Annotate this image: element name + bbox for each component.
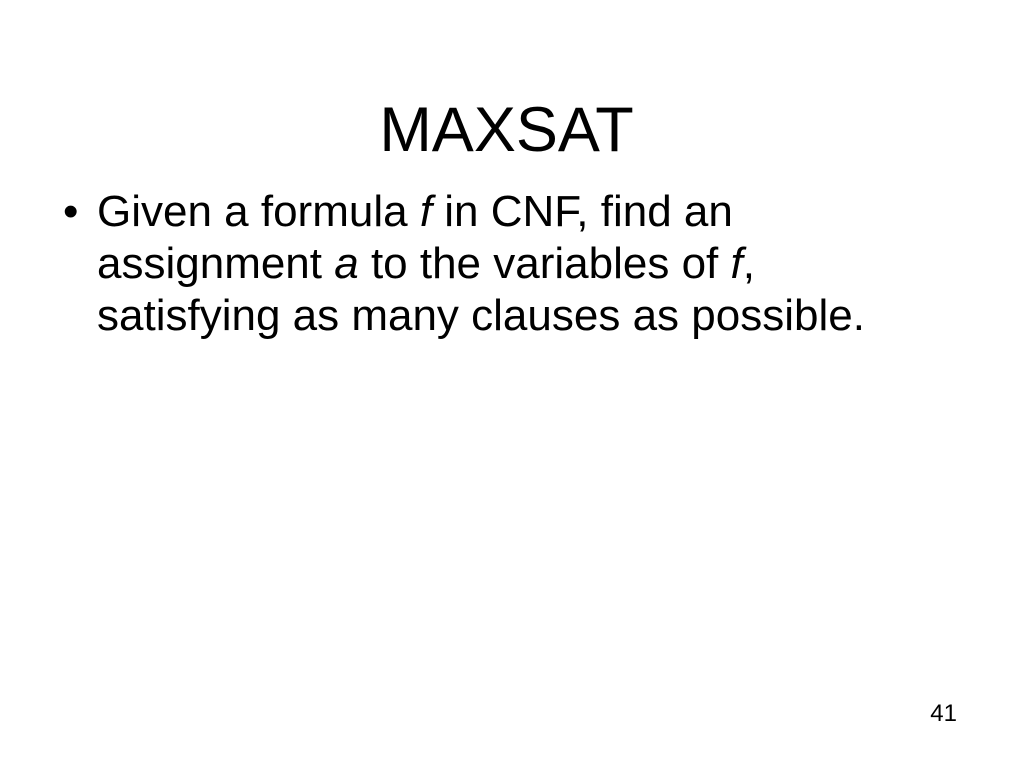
bullet-item xyxy=(63,186,897,342)
bullet-text xyxy=(97,186,897,342)
slide-title: MAXSAT xyxy=(379,95,634,166)
slide-page-number: 41 xyxy=(930,700,957,727)
bullet-text-segment-italic: f xyxy=(730,239,743,288)
bullet-text-segment: Given a formula xyxy=(97,187,420,236)
bullet-text-segment: to the variables of xyxy=(358,239,731,288)
bullet-point-icon: • xyxy=(63,187,79,236)
bullet-text-segment: in CNF, find an assignment xyxy=(97,187,733,288)
bullet-text-segment-italic: f xyxy=(419,187,433,236)
bullet-text-segment: , satisfying as many clauses as possible. xyxy=(97,239,865,340)
bullet-text-segment-italic: a xyxy=(334,239,359,288)
